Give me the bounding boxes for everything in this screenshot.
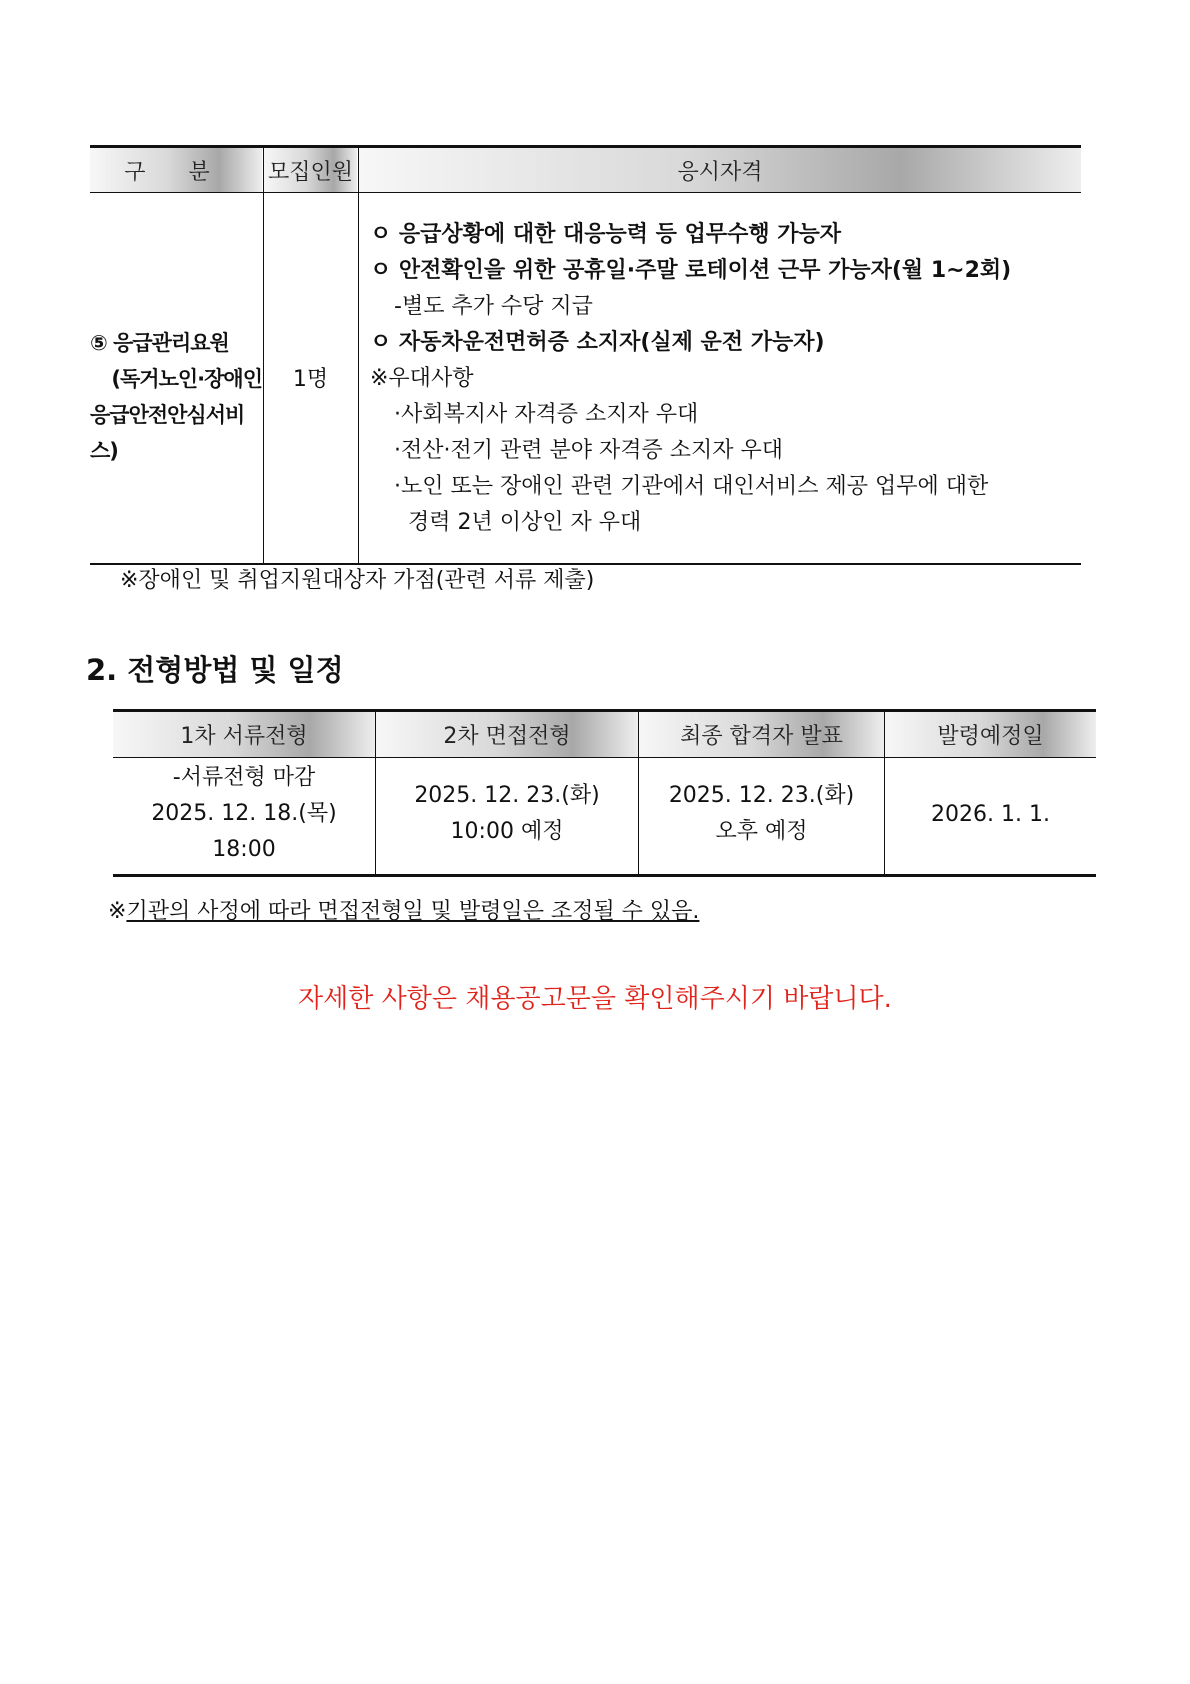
column-divider [358, 148, 359, 563]
preference-item: ·노인 또는 장애인 관련 기관에서 대인서비스 제공 업무에 대한 [394, 474, 989, 499]
cell-line: 2025. 12. 23.(화) [668, 783, 855, 808]
note-prefix: ※ [108, 899, 127, 924]
category-sub: (독거노인·장애인 [111, 367, 262, 391]
note-text: 기관의 사정에 따라 면접전형일 및 발령일은 조정될 수 있음. [126, 899, 700, 924]
cell-line: 2025. 12. 23.(화) [414, 783, 600, 808]
cell-line: -서류전형 마감 [172, 765, 316, 790]
preference-item: ·사회복지사 자격증 소지자 우대 [394, 402, 699, 427]
column-divider [263, 148, 264, 563]
recruit-count: 1명 [292, 367, 329, 392]
cell-final-result [639, 778, 884, 850]
header-count: 모집인원 [267, 159, 353, 185]
preference-heading: ※우대사항 [370, 366, 474, 391]
cell-document-screening [113, 760, 375, 868]
cell-line: 10:00 예정 [450, 819, 564, 844]
table-bottom-rule [113, 874, 1096, 877]
header-interview: 2차 면접전형 [443, 724, 571, 749]
footer-notice: 자세한 사항은 채용공고문을 확인해주시기 바랍니다. [298, 984, 892, 1014]
section-heading: 2. 전형방법 및 일정 [86, 653, 344, 687]
qualification-item: -별도 추가 수당 지급 [394, 294, 593, 319]
cell-interview [376, 778, 638, 850]
header-final-result: 최종 합격자 발표 [680, 724, 843, 749]
header-appointment-date: 발령예정일 [937, 724, 1044, 749]
cell-line: 2026. 1. 1. [931, 802, 1050, 827]
header-qualification: 응시자격 [677, 159, 763, 185]
header-category: 구 분 [124, 159, 228, 185]
table-top-rule [90, 145, 1081, 148]
preference-item: ·전산·전기 관련 분야 자격증 소지자 우대 [394, 438, 783, 463]
header-document-screening: 1차 서류전형 [180, 724, 308, 749]
cell-line: 오후 예정 [715, 819, 808, 844]
cell-line: 2025. 12. 18.(목) [151, 801, 337, 826]
cell-appointment-date [885, 797, 1096, 833]
bonus-note: ※장애인 및 취업지원대상자 가점(관련 서류 제출) [120, 568, 595, 593]
category-title: ⑤ 응급관리요원 [90, 331, 229, 355]
schedule-note [108, 894, 699, 925]
cell-line: 18:00 [212, 837, 276, 862]
header-bottom-rule [113, 757, 1096, 758]
table-top-rule [113, 709, 1096, 712]
category-cell [90, 325, 262, 469]
preference-item: 경력 2년 이상인 자 우대 [408, 510, 642, 535]
qualification-item: ㅇ 자동차운전면허증 소지자(실제 운전 가능자) [370, 330, 825, 355]
header-bottom-rule [90, 192, 1081, 193]
qualification-item: ㅇ 응급상황에 대한 대응능력 등 업무수행 가능자 [370, 222, 841, 247]
column-divider [884, 712, 885, 874]
qualification-item: ㅇ 안전확인을 위한 공휴일·주말 로테이션 근무 가능자(월 1~2회) [370, 258, 1012, 283]
category-sub: 응급안전안심서비스) [90, 403, 245, 463]
